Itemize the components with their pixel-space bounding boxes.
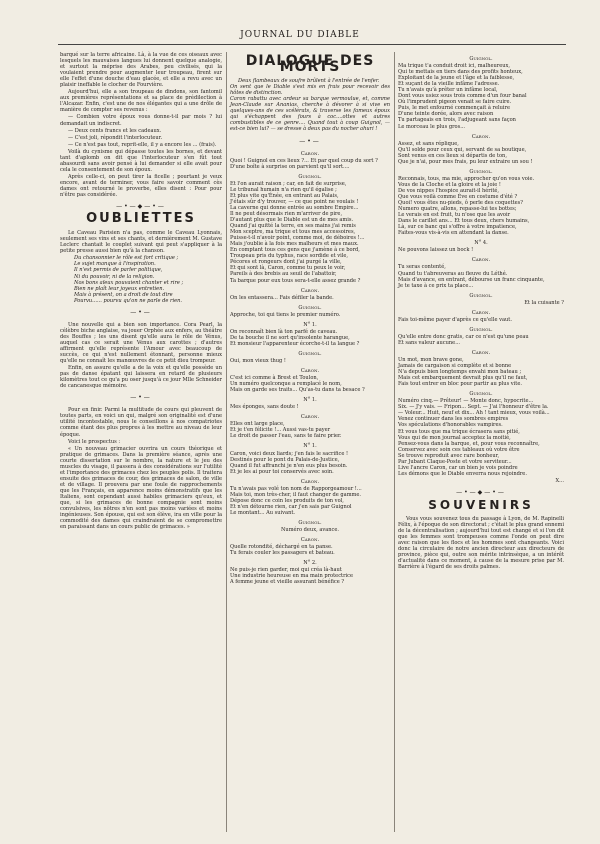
paragraph: Enfin, on assure qu'elle a de la voix et qu'elle possède un pas de danse épatant qui laissera en retard de plusieurs kilomètres tout ce qu'a pu oser jusqu'à ce jour Mlle Schneider de cancanesque mémoire. bbox=[60, 365, 222, 390]
paragraph: — Combien votre époux vous donne-t-il par mois ? lui demandait un indiscret. bbox=[60, 114, 222, 127]
verse-line: Pourvu...... pourvu qu'on ne parle de rien. bbox=[74, 297, 183, 304]
section-title-souvenirs: SOUVENIRS bbox=[428, 498, 534, 512]
dialogue-line: Quelle rotondité, déchargé en ta panse. Tu ferais couler les passagers et bateau. bbox=[230, 544, 335, 557]
dialogue-line: Approche, toi qui tiens le premier numéro. bbox=[230, 311, 341, 318]
dialogue-line: Tu seras contenté, Quand tu t'abreuveras au fleuve du Léthé. Mais d'avance, en entrant, débourse un franc cinquante, Je te taxe à ce prix ta place... bbox=[398, 264, 545, 289]
paragraph: — C'est joli, répondit l'interlocuteur. bbox=[68, 134, 163, 141]
speaker-label: N° 2. bbox=[303, 560, 317, 567]
dialogue-line: Oui, mon vieux thug ! bbox=[230, 357, 286, 364]
dialogue-line: Ne pouvons laissez un bock ! bbox=[398, 247, 474, 254]
dialogue-line: Numéro cinq.— Prêteur! — Monte donc, hypocrite... Six. — J'y vais. — Fripon... Sept. — J'ai l'honneur d'être la. — Voleur... Huit, neuf et dix... Ah ! tant mieux, vous voilà... Venez continuer dans les sombres empires Vos spéculations d'honorables vampires. Et vous tous que ma trique écrasera sans pitié, Vous qui de mon journal acceptez la moitié, Pensez-vous dans la barque, et, pour vous reconnaître, Conservez avec soin ces tableaux où votre être Se trouve reproduit avec rare bonheur, Par Jubant Claque-Poste et votre serviteur... Live l'ancre Caron, car un bien je vois poindre Les démons que le Diable enverra nous rejoindre. bbox=[398, 398, 550, 477]
paragraph: — Deux cents francs et les cadeaux. bbox=[68, 127, 162, 134]
running-head: JOURNAL DU DIABLE bbox=[240, 30, 360, 40]
dialogue-line: Caron, voici deux liards; j'en fais le sacrifice ! Destinés pour le pont du Palais-de-Justice, Quand il fut affranchi je n'en eus plus besoin. Et je les ai pour toi conservés avec soin. bbox=[230, 450, 349, 475]
paragraph: Après celle-ci, on peut tirer la ficelle ; pourtant je veux encore, avant de terminer, vous faire savoir comment cès dames ont retourné le proverbe, elles disent : Pour pour n'être pas considérée. bbox=[60, 173, 222, 199]
ornament-divider: —•— bbox=[130, 394, 152, 402]
paragraph: Une nouvelle qui a bien son importance. Cora Pearl, la célèbre biche anglaise, va jouer Orphée aux enfers, au théâtre des Bouffes ; les uns disent qu'elle aura le rôle de Vénus, auquel cas ce serait une Vénus aux carottes ; d'autres affirment qu'elle représente l'Amour avec beaucoup de succès, ce qui n'est nullement étonnant, personne mieux qu'elle ne connaît les manœuvres de ce petit dieu trompeur. bbox=[60, 321, 222, 365]
dialogue-line: Assez, et sans réplique, Qu'il solde pour ceux qui, servant de sa boutique, Sont venus en ces lieux si départis de ton, Que je n'ai, pour mes frais, pu leur extraire un sou ! bbox=[398, 140, 533, 165]
ornament-divider: —•—◆—•— bbox=[456, 488, 506, 496]
dialogue-line: On les entassera... Fais défiler la bande. bbox=[230, 294, 334, 301]
speaker-label: N° 1. bbox=[303, 443, 317, 450]
speaker-label: Guignol. bbox=[469, 292, 493, 299]
speaker-label: Caron. bbox=[471, 309, 491, 316]
speaker-label: Caron. bbox=[300, 287, 320, 294]
speaker-label: Caron. bbox=[300, 414, 320, 421]
ornament-divider: —•—◆—•— bbox=[116, 203, 166, 211]
verse-line: Nos bons aïeux pouvaient chanter et rire ; bbox=[74, 279, 184, 286]
dialogue-line: Ma trique t'a conduit droit ici, malheureux, Qui te mettais en tiers dans des profits honteux, Exploitant de la jeune et l'âge et la faiblesse, Et suçant de la vieille infâme l'adresse. Tu n'avais qu'à prêter un infâme local, Dont vous usiez sous trois comme d'un four banal Où l'imprudent pigeon venait se faire cuire. Puis, le met enfourné commençait à reluire D'une teinte dorée, alors avec raison Tu partageais en trois, l'adjugeant sans façon Le morceau le plus gros... bbox=[398, 63, 527, 130]
column-middle bbox=[230, 52, 390, 586]
section-title-oubliettes: OUBLIETTES bbox=[86, 211, 196, 227]
speaker-label: Caron. bbox=[300, 150, 320, 157]
verse-line: Bien ne plaît leur joyeux entretien. bbox=[74, 285, 165, 292]
speaker-label: Guignol. bbox=[469, 168, 493, 175]
speaker-label: Guignol. bbox=[469, 56, 493, 62]
dialogue-line: Et la cuisante ? bbox=[524, 299, 564, 306]
dialogue-line: Un mot, mon brave gone, Jamais de cargaison si complète et si bonne N'a depuis bien longtemps envahi mon bateau ; Mais cet embarquement devrait plus qu'il ne faut, Fais tout entrer en bloc pour partir au plus vite. bbox=[398, 357, 528, 388]
paragraph: barqué sur la terre africaine. Là, à la vue de ces oiseaux avec lesquels les mauvaises langues lui donnent quelque analogie, et surtout la méprise des Arabes, peu civilisés, qui la voulaient prendre pour augmenter leur troupeau, firent sur elle l'effet d'une douche d'eau glacée, et elle a revu avec un plaisir ineffable le clocher de Fourvière. bbox=[60, 52, 222, 89]
speaker-label: Caron. bbox=[300, 537, 320, 544]
verse-line: Du chansonnier le rôle est fort critique ; bbox=[74, 255, 179, 262]
speaker-label: Guignol. bbox=[298, 304, 322, 311]
dialogue-line: On reconnaît bien là ton parfé de caveau. De ta bouche il ne sort qu'insolente harangue, Et monsieur l'apparenteur écorche-t-il ta langue ? bbox=[230, 328, 360, 347]
paragraph: Le Caveau Parisien n'a pas, comme le Caveau Lyonnais, seulement ses vins et ses chants, et dernièrement M. Gustave Leclerc chantait le couplet suivant qui peut s'appliquer à la petite presse aussi bien qu'à la chanson. bbox=[60, 230, 222, 255]
verse-line: Il n'est permis de parler politique, bbox=[74, 267, 163, 274]
speaker-label: Guignol. bbox=[469, 326, 493, 333]
dialogue-line: Tu n'avais pas volé ton nom de Rapporgeamour !... Mais toi, mon très-cher, il faut changer de gamme. Dépose donc ce coin les produits de ton vol, Et n'en détourne rien, car j'en sais par Guignol Le montant... Au suivant. bbox=[230, 485, 362, 516]
speaker-label: Guignol. bbox=[298, 173, 322, 180]
ornament-divider: —•— bbox=[299, 137, 321, 145]
speaker-label: Caron. bbox=[300, 368, 320, 375]
verse-line: Ni du pouvoir, ni de la religion. bbox=[74, 273, 155, 280]
speaker-label: Caron. bbox=[471, 133, 491, 140]
stage-direction: Deux flambeaux de soufre brûlent à l'entrée de l'enfer. On sent que le Diable s'est mis en frais pour recevoir des hôtes de distinction. Caron rabattu avec ardeur sa barque vermoulue, et, comme Jean-Claude sur Ananias, cherche à dévorer à si vive en quelques-uns de ces scélérats, & traverse les fameux époux qui s'échappent des fours à coc....ottes et autres combustibles de ce genre.... Quand tout à coup Guignol, — est-ce bien lui? — se dresse à deux pas du nocher ahuri ! bbox=[230, 78, 390, 133]
dialogue-line: Elles ont large place, Et je t'en félicite !... Aussi vas-tu payer Le droit de passer l'eau, sans te faire prier. bbox=[230, 421, 342, 440]
verse-line: Le sujet manque à l'inspiration. bbox=[74, 261, 156, 268]
speaker-label: N° 4. bbox=[474, 240, 488, 247]
column-divider bbox=[394, 52, 395, 832]
paragraph: Voilà du cynisme qui dépasse toutes les bornes, et devant tant d'aplomb on dit que l'interlocuteur s'en fût tout abasourdi sans avoir pensé à lui demander si elle avait pour cela le consentement de son époux. bbox=[60, 148, 222, 173]
ornament-divider: —•— bbox=[130, 308, 152, 316]
dialogue-line: Fais toi-même payer d'après ce qu'elle vaut. bbox=[398, 316, 512, 323]
header-rule bbox=[58, 44, 566, 45]
dialogue-line: Ne puis-je rien garder, moi qui créa là-haut Une industrie heureuse en ma main protectrice A femme jeune et vieille assurant bénéfice ? bbox=[230, 567, 354, 586]
speaker-label: Caron. bbox=[300, 478, 320, 485]
speaker-label: Guignol. bbox=[298, 520, 322, 526]
paragraph: Voici le prospectus : bbox=[68, 438, 121, 445]
dialogue-line: Quoi ! Guignol en ces lieux ?... Et par quel coup du sort ? D'une boîte à surprise on parvient qu'il sort.... bbox=[230, 157, 378, 170]
dialogue-line: Qu'elle entre donc gratis, car ce n'est qu'une peau Et sans valeur aucune... bbox=[398, 333, 529, 346]
dialogue-line: Et l'on aurait raison ; car, en fait de surprise, Le tribunal humain n'a rien qu'il égalise ; Et plus vite qu'Énée, en entrant au Palais, J'étais sûr d'y trouver, — ce que point ne voulais ! La caverne qui donne entrée au sombre Empire... Il ne peut désormais rien m'arriver de pire, D'autant plus que le Diable est un de mes amis. Quand j'ai quitté la terre, en ses mains j'ai remis Mon sceptre, ma trique et tous mes accessoires, Puisse-t-il n'avoir point, comme moi, de déboires !... Mais j'oublie à la fois mes malheurs et mes maux. En comptant tous ces gens que j'amène à ce bord, Troupeau pris du typhus, race sordide et vile, Pécores et rongeurs dont j'ai purgé la ville, Et qui sont là, Caron, comme tu peux le voir, Pareils à des brebis au seuil de l'abattoir, Ta barque pour eux tous sera-t-elle assez grande ? bbox=[230, 180, 365, 284]
dialogue-line: Numéro deux, avance. bbox=[280, 527, 340, 534]
speaker-label: N° 1. bbox=[303, 321, 317, 328]
speaker-label: Guignol. bbox=[298, 350, 322, 357]
column-divider bbox=[226, 52, 227, 832]
dialogue-line: Mes éponges, sans doute ! bbox=[230, 404, 299, 411]
song-verse bbox=[60, 255, 222, 303]
column-left bbox=[60, 52, 222, 531]
speaker-label: Guignol. bbox=[469, 391, 493, 398]
verse-line: Mais à présent, on a droit de tout dire bbox=[74, 291, 173, 298]
section-title-dialogue: DIALOGUE DES MORTS bbox=[245, 53, 375, 76]
paragraph: Aujourd'hui, elle a son troupeau de dindons, son fantomil aux premières représentations et sa place de prédilection à l'Alcazar. Enfin, c'est une de nos élégantes qui a une drôle de manière de compter ses revenus : bbox=[60, 89, 222, 114]
column-right bbox=[398, 52, 564, 571]
paragraph: Pour en finir. Parmi la multitude de cours qui pleuvent de toutes parts, en voici un qui, malgré son originalité est d'une utilité incontestable, nous le conseillons à nos compatriotes comme étant des plus propres à les mettre au niveau de leur époque. bbox=[60, 407, 222, 438]
speaker-label: Caron. bbox=[471, 257, 491, 264]
paragraph: Vous vous souvenez tous du passage à Lyon, de M. Rapinelli Félix, à l'époque de son directorat ; c'était le plus grand ennemi de la décentralisation ; aujourd'hui tout est changé et si l'on dit que les femmes sont trompeuses comme l'onde on peut dire avec raison que les flocs et les hommes sont changeants. Voici donc la circulaire de notre ancien directeur aux directeurs de province, pièce qui, outre son mérite intrinsèque, a un intérêt d'actualité dans ce moment, à cause de la mesure prise par M. Barrière à l'égard de ses droits palmes. bbox=[398, 516, 564, 571]
paragraph: « Un nouveau grimacier ouvrira un cours théorique et pratique de grimaces. Dans la première séance, après une courte dissertation sur le nombre, la nature et le jeu des muscles du visage, il passera à des considérations sur l'utilité et l'importance des grimaces chez les peuples polis. Il traitera ensuite des grimaces de cour, des grimaces de salon, de ville et de village. Il prouvera par une foule de rapprochements que les Français, en apparence moins démonstratifs que les Italiens, sont cependant aussi habiles grimaciers qu'eux, et que, si les grimaces de bonne compagnie sont moins convulsives, les nôtres n'en sont pas moins variées et moins ingénieuses. Son épouse, qui est son élève, ira en ville pour la commodité des dames qui craindraient de se compromettre en paraissant dans un cours public de grimaces. » bbox=[60, 445, 222, 531]
signature: X... bbox=[555, 477, 564, 484]
dialogue-line: C'est ici comme à Brest et Toulon, Un numéro quelconque a remplacé le nom, Mais on garde ses traits... Qu'as-tu dans ta besace ? bbox=[230, 375, 365, 394]
speaker-label: N° 1. bbox=[303, 397, 317, 404]
speaker-label: Caron. bbox=[471, 349, 491, 356]
paragraph: — Ce n'est pas tout, reprit-elle, il y a encore les ... (frais). bbox=[68, 141, 217, 148]
dialogue-line: Reconnais, tous, ma mie, approcher qu'on vous voie. Vous de la Cloche et la gloire et la joie ! De vos nippes l'hospice aurait-il hérité, Que vous voilà comme Ève en costume d'été ? Quoi! vous êtes nu-pieds, ô perle des coquettes? Numero quatre, allons, repasse-lui tes bottes; Le verais en est fruit, tu n'ose que les avoir Dans le carillet ans... Et tous deux, chers humains, Là, sur ce banc qui s'offre à votre impatience, Faites-vous vis-à-vis en attendant la danse. bbox=[398, 175, 535, 237]
